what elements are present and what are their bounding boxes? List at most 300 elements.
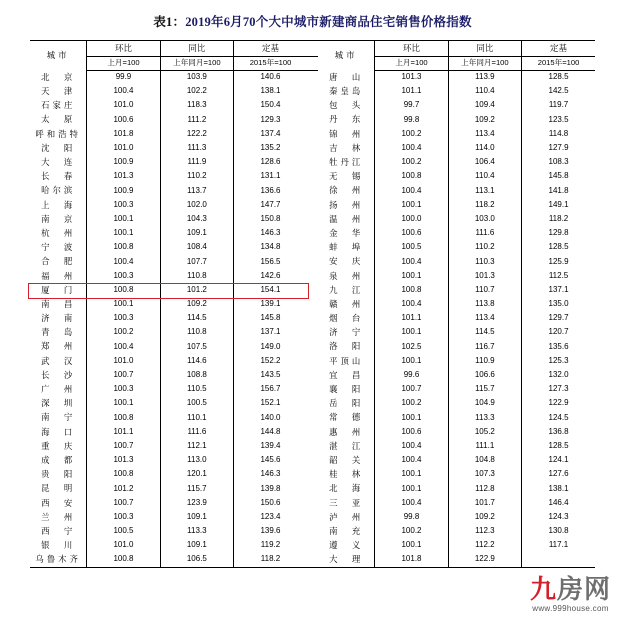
column-gap [307,240,318,254]
mom-left: 99.9 [87,70,160,84]
base-left: 128.6 [260,157,281,167]
city-left: 青 岛 [30,325,87,339]
base-left: 146.3 [260,469,281,479]
yoy-right: 113.8 [448,297,521,311]
mom-left: 100.1 [87,212,160,226]
mom-right: 100.8 [375,283,448,297]
city-left: 西 安 [30,496,87,510]
yoy-left: 113.7 [160,184,233,198]
column-gap [307,382,318,396]
column-gap [307,481,318,495]
city-left: 南 京 [30,212,87,226]
yoy-right: 113.4 [448,311,521,325]
city-right: 南 充 [318,524,375,538]
city-left: 兰 州 [30,510,87,524]
base-right: 138.1 [548,483,569,493]
table-header-row-top [30,41,595,56]
yoy-left: 122.2 [160,127,233,141]
city-left: 南 宁 [30,411,87,425]
subheader-yoy-right: 上年同月=100 [448,56,521,70]
city-left: 大 连 [30,155,87,169]
mom-right: 100.5 [375,240,448,254]
base-left: 143.5 [260,370,281,380]
yoy-right: 112.3 [448,524,521,538]
base-right [522,552,595,566]
base-left: 134.8 [260,242,281,252]
base-right: 135.6 [548,341,569,351]
base-right: 125.3 [548,355,569,365]
logo-mark-left: 九 [529,575,557,604]
base-left: 137.1 [260,327,281,337]
base-right: 114.8 [548,128,569,138]
table-row [30,254,595,268]
base-left: 152.1 [260,398,281,408]
city-left: 合 肥 [30,254,87,268]
table-row [30,368,595,382]
mom-left: 100.3 [87,269,160,283]
table-row [30,98,595,112]
yoy-right: 104.8 [448,453,521,467]
base-right: 108.3 [548,157,569,167]
city-left: 深 圳 [30,396,87,410]
column-gap [307,56,318,70]
yoy-left: 111.3 [160,141,233,155]
base-right: 127.6 [548,469,569,479]
city-left: 贵 阳 [30,467,87,481]
column-gap [307,155,318,169]
table-row [30,283,595,297]
mom-right: 100.0 [375,212,448,226]
header-mom-right: 环比 [375,41,448,56]
yoy-right: 115.7 [448,382,521,396]
yoy-right: 106.6 [448,368,521,382]
column-gap [307,113,318,127]
base-right: 136.8 [548,426,569,436]
mom-left: 100.8 [87,467,160,481]
city-left: 成 都 [30,453,87,467]
base-left: 137.4 [260,128,281,138]
mom-left: 100.7 [87,368,160,382]
column-gap [307,552,318,566]
mom-right: 100.4 [375,297,448,311]
city-right: 泸 州 [318,510,375,524]
mom-right: 100.4 [375,184,448,198]
city-right: 徐 州 [318,184,375,198]
city-right: 吉 林 [318,141,375,155]
yoy-left: 102.2 [160,84,233,98]
table-row [30,297,595,311]
yoy-left: 123.9 [160,496,233,510]
column-gap [307,269,318,283]
base-left: 145.8 [260,313,281,323]
table-row [30,425,595,439]
column-gap [307,127,318,141]
city-right: 湛 江 [318,439,375,453]
base-left: 154.1 [260,284,281,294]
column-gap [307,70,318,84]
mom-left: 100.5 [87,524,160,538]
table-row [30,269,595,283]
table-row [30,325,595,339]
yoy-right: 106.4 [448,155,521,169]
column-gap [307,325,318,339]
subheader-yoy-left: 上年同月=100 [160,56,233,70]
city-right: 秦皇岛 [318,84,375,98]
yoy-left: 103.9 [160,70,233,84]
mom-right: 100.4 [375,141,448,155]
city-right: 常 德 [318,411,375,425]
yoy-left: 114.5 [160,311,233,325]
mom-right: 100.1 [375,325,448,339]
site-watermark [530,577,611,613]
mom-left: 100.8 [87,283,160,297]
city-right: 牡丹江 [318,155,375,169]
mom-left: 100.1 [87,226,160,240]
mom-right: 100.8 [375,169,448,183]
city-right: 北 海 [318,481,375,495]
base-left: 140.0 [260,412,281,422]
logo-mark-right: 房网 [556,575,611,604]
mom-right: 100.6 [375,226,448,240]
mom-right: 100.1 [375,198,448,212]
mom-left: 100.3 [87,382,160,396]
city-left: 海 口 [30,425,87,439]
base-right: 137.1 [548,284,569,294]
yoy-left: 112.1 [160,439,233,453]
yoy-left: 109.1 [160,538,233,552]
mom-left: 101.0 [87,538,160,552]
logo-mark [530,577,611,603]
city-left: 福 州 [30,269,87,283]
mom-right: 99.6 [375,368,448,382]
table-row [30,311,595,325]
table-row [30,453,595,467]
yoy-left: 110.5 [160,382,233,396]
table-row [30,340,595,354]
mom-right: 101.3 [375,70,448,84]
yoy-left: 115.7 [160,481,233,495]
base-left: 147.7 [260,199,281,209]
mom-left: 101.0 [87,98,160,112]
header-yoy-left: 同比 [160,41,233,56]
city-left: 北 京 [30,70,87,84]
city-right: 唐 山 [318,70,375,84]
table-row [30,396,595,410]
city-right: 泉 州 [318,269,375,283]
mom-left: 100.3 [87,510,160,524]
yoy-left: 108.8 [160,368,233,382]
yoy-left: 107.5 [160,340,233,354]
yoy-right: 113.1 [448,184,521,198]
header-mom-left: 环比 [87,41,160,56]
table-row [30,467,595,481]
column-gap [307,212,318,226]
base-right: 124.1 [548,455,569,465]
city-right: 包 头 [318,98,375,112]
table-row [30,169,595,183]
city-right: 锦 州 [318,127,375,141]
table-number-label: 表1： [153,15,186,29]
table-row [30,552,595,566]
mom-right: 100.6 [375,425,448,439]
mom-right: 100.2 [375,524,448,538]
base-right: 119.7 [548,100,569,110]
mom-right: 100.4 [375,453,448,467]
yoy-left: 109.2 [160,297,233,311]
yoy-right: 110.4 [448,84,521,98]
yoy-left: 106.5 [160,552,233,566]
yoy-left: 110.2 [160,169,233,183]
base-right: 129.8 [548,228,569,238]
yoy-left: 111.2 [160,113,233,127]
city-right: 安 庆 [318,254,375,268]
column-gap [307,411,318,425]
mom-right: 100.1 [375,354,448,368]
yoy-right: 110.3 [448,254,521,268]
base-left: 139.8 [260,483,281,493]
yoy-left: 107.7 [160,254,233,268]
table-row [30,496,595,510]
base-left: 131.1 [260,171,281,181]
city-right: 宜 昌 [318,368,375,382]
base-left: 129.3 [260,114,281,124]
mom-right: 99.8 [375,113,448,127]
city-left: 哈尔滨 [30,184,87,198]
table-row [30,70,595,84]
base-right: 146.4 [548,497,569,507]
table-row [30,538,595,552]
base-left: 156.7 [260,384,281,394]
table-row [30,184,595,198]
yoy-left: 111.6 [160,425,233,439]
mom-right: 102.5 [375,340,448,354]
yoy-right: 114.0 [448,141,521,155]
yoy-right: 114.5 [448,325,521,339]
mom-right: 100.1 [375,481,448,495]
column-gap [307,198,318,212]
city-left: 上 海 [30,198,87,212]
column-gap [307,538,318,552]
city-left: 长 沙 [30,368,87,382]
base-right: 135.0 [548,299,569,309]
subheader-base-left: 2015年=100 [234,56,307,70]
city-right: 九 江 [318,283,375,297]
yoy-left: 104.3 [160,212,233,226]
base-left: 135.2 [260,143,281,153]
city-left: 石家庄 [30,98,87,112]
city-left: 重 庆 [30,439,87,453]
yoy-right: 118.2 [448,198,521,212]
column-gap [307,396,318,410]
yoy-left: 113.3 [160,524,233,538]
yoy-right: 110.2 [448,240,521,254]
mom-right: 100.2 [375,155,448,169]
city-left: 沈 阳 [30,141,87,155]
base-right: 122.9 [548,398,569,408]
yoy-left: 109.1 [160,226,233,240]
mom-right: 100.1 [375,411,448,425]
yoy-right: 101.3 [448,269,521,283]
city-left: 南 昌 [30,297,87,311]
price-index-table [30,41,595,567]
header-city-right: 城市 [318,41,375,70]
base-right: 149.1 [548,199,569,209]
base-right: 120.7 [548,327,569,337]
column-gap [307,311,318,325]
table-row [30,141,595,155]
yoy-left: 110.8 [160,269,233,283]
city-left: 西 宁 [30,524,87,538]
logo-url: www.999house.com [532,604,609,613]
yoy-right: 107.3 [448,467,521,481]
city-right: 大 理 [318,552,375,566]
yoy-right: 111.1 [448,439,521,453]
city-right: 洛 阳 [318,340,375,354]
base-left: 156.5 [260,256,281,266]
mom-right: 100.4 [375,254,448,268]
table-row [30,510,595,524]
yoy-right: 109.4 [448,98,521,112]
yoy-right: 116.7 [448,340,521,354]
mom-left: 100.4 [87,254,160,268]
table-body [30,70,595,567]
base-left: 118.2 [260,554,281,564]
mom-right: 100.2 [375,127,448,141]
city-right: 惠 州 [318,425,375,439]
yoy-left: 110.1 [160,411,233,425]
city-right: 遵 义 [318,538,375,552]
base-left: 150.8 [260,213,281,223]
mom-left: 100.8 [87,240,160,254]
yoy-right: 122.9 [448,552,521,566]
yoy-right: 101.7 [448,496,521,510]
table-row [30,212,595,226]
base-left: 150.6 [260,497,281,507]
city-right: 无 锡 [318,169,375,183]
yoy-left: 100.5 [160,396,233,410]
mom-right: 101.1 [375,311,448,325]
mom-left: 101.2 [87,481,160,495]
base-left: 119.2 [260,540,281,550]
base-right: 142.5 [548,86,569,96]
base-right: 129.7 [548,313,569,323]
city-left: 郑 州 [30,340,87,354]
yoy-left: 113.0 [160,453,233,467]
table-header-row-sub [30,56,595,70]
base-right: 130.8 [548,526,569,536]
city-right: 桂 林 [318,467,375,481]
column-gap [307,41,318,56]
mom-left: 100.1 [87,297,160,311]
mom-right: 100.1 [375,269,448,283]
subheader-mom-left: 上月=100 [87,56,160,70]
mom-left: 101.8 [87,127,160,141]
column-gap [307,510,318,524]
table-row [30,226,595,240]
yoy-left: 109.1 [160,510,233,524]
yoy-right: 110.4 [448,169,521,183]
base-left: 152.2 [260,355,281,365]
column-gap [307,439,318,453]
header-base-left: 定基 [234,41,307,56]
table-row [30,198,595,212]
table-row [30,155,595,169]
mom-left: 101.3 [87,453,160,467]
base-right: 127.3 [548,384,569,394]
city-right: 扬 州 [318,198,375,212]
yoy-right: 110.9 [448,354,521,368]
yoy-right: 112.2 [448,538,521,552]
yoy-right: 104.9 [448,396,521,410]
base-left: 150.4 [260,100,281,110]
column-gap [307,141,318,155]
yoy-right: 113.9 [448,70,521,84]
base-right: 124.3 [548,511,569,521]
table-row [30,481,595,495]
base-right: 124.5 [548,412,569,422]
subheader-base-right: 2015年=100 [522,56,595,70]
base-left: 140.6 [260,72,281,82]
yoy-right: 113.4 [448,127,521,141]
table-row [30,524,595,538]
base-left: 136.6 [260,185,281,195]
city-left: 杭 州 [30,226,87,240]
mom-left: 100.8 [87,411,160,425]
mom-right: 101.1 [375,84,448,98]
city-left: 厦 门 [30,283,87,297]
city-left: 武 汉 [30,354,87,368]
base-right: 145.8 [548,171,569,181]
city-right: 平顶山 [318,354,375,368]
city-left: 广 州 [30,382,87,396]
base-right: 127.9 [548,143,569,153]
yoy-right: 105.2 [448,425,521,439]
city-left: 呼和浩特 [30,127,87,141]
city-right: 三 亚 [318,496,375,510]
subheader-mom-right: 上月=100 [375,56,448,70]
base-left: 138.1 [260,86,281,96]
mom-right: 100.4 [375,439,448,453]
mom-left: 100.9 [87,155,160,169]
table-row [30,439,595,453]
mom-right: 99.7 [375,98,448,112]
city-right: 襄 阳 [318,382,375,396]
column-gap [307,254,318,268]
mom-left: 100.7 [87,496,160,510]
yoy-right: 111.6 [448,226,521,240]
header-city-left: 城市 [30,41,87,70]
mom-left: 100.7 [87,439,160,453]
base-left: 145.6 [260,455,281,465]
base-right: 132.0 [548,370,569,380]
base-left: 139.6 [260,526,281,536]
column-gap [307,368,318,382]
city-left: 太 原 [30,113,87,127]
base-right: 123.5 [548,114,569,124]
city-left: 济 南 [30,311,87,325]
column-gap [307,340,318,354]
column-gap [307,297,318,311]
column-gap [307,354,318,368]
mom-left: 100.3 [87,198,160,212]
base-left: 139.4 [260,440,281,450]
yoy-left: 110.8 [160,325,233,339]
city-right: 赣 州 [318,297,375,311]
city-left: 宁 波 [30,240,87,254]
mom-left: 100.9 [87,184,160,198]
base-right: 128.5 [548,440,569,450]
yoy-left: 111.9 [160,155,233,169]
